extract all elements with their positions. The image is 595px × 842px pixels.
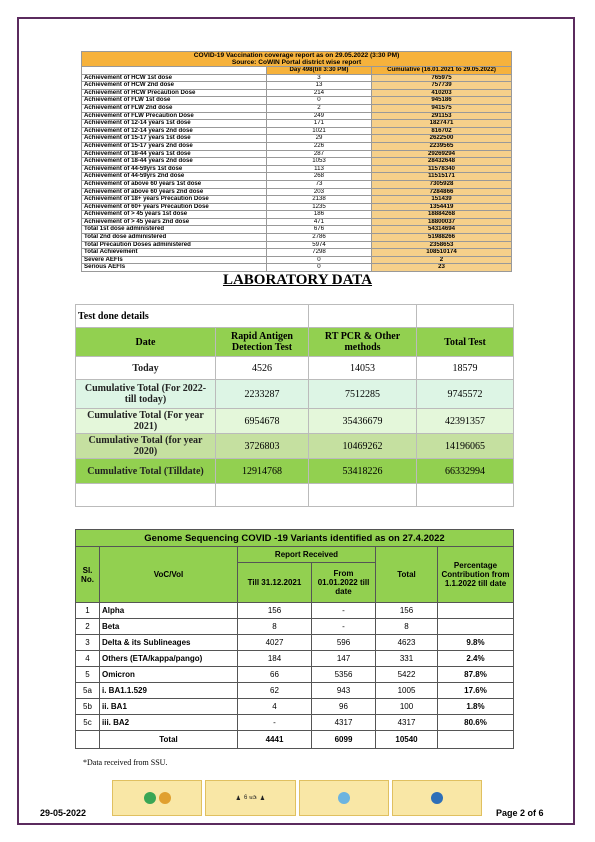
vaccination-table [81, 51, 512, 272]
genome-cell-name: i. BA1.1.529 [100, 683, 238, 699]
genome-total-till: 4441 [238, 731, 312, 749]
mask-icon [144, 792, 156, 804]
vax-cell-day: 203 [267, 188, 372, 196]
genome-cell-name: iii. BA2 [100, 715, 238, 731]
person-icon [159, 792, 171, 804]
footer-date: 29-05-2022 [40, 808, 87, 818]
lab-cell: 18579 [417, 357, 514, 380]
vax-cell-cum: 151439 [372, 196, 512, 204]
genome-row [76, 667, 514, 683]
lab-cell: 35436679 [309, 409, 417, 434]
vax-cell-label: Total Achievement [82, 249, 267, 257]
vax-cell-day: 1053 [267, 158, 372, 166]
genome-cell-till: 156 [238, 603, 312, 619]
genome-cell-from: 596 [312, 635, 376, 651]
genome-header-sl: Sl. No. [76, 547, 100, 603]
lab-header-date: Date [76, 328, 216, 357]
vax-cell-label: Achievement of 44-59yrs 1st dose [82, 165, 267, 173]
vax-cell-cum: 765975 [372, 74, 512, 82]
vax-cell-cum: 2622500 [372, 135, 512, 143]
genome-cell-sl: 5b [76, 699, 100, 715]
genome-cell-name: Others (ETA/kappa/pango) [100, 651, 238, 667]
genome-header-voc: VoC/VoI [100, 547, 238, 603]
genome-cell-total: 156 [376, 603, 438, 619]
banner-panel-vaccine [392, 780, 482, 816]
lab-cell: 66332994 [417, 459, 514, 484]
genome-row [76, 603, 514, 619]
vax-cell-label: Achievement of 15-17 years 1st dose [82, 135, 267, 143]
vax-row [82, 173, 512, 181]
vax-cell-label: Achievement of above 60 years 2nd dose [82, 188, 267, 196]
vax-cell-label: Achievement of FLW Precaution Dose [82, 112, 267, 120]
awareness-banner [112, 780, 482, 816]
vax-cell-label: Achievement of > 45 years 2nd dose [82, 218, 267, 226]
vax-cell-cum: 108510174 [372, 249, 512, 257]
vax-cell-day: 5974 [267, 241, 372, 249]
vax-cell-day: 113 [267, 165, 372, 173]
vax-cell-day: 2786 [267, 234, 372, 242]
vax-cell-cum: 18800037 [372, 218, 512, 226]
genome-total-total: 10540 [376, 731, 438, 749]
lab-cell: 4526 [216, 357, 309, 380]
genome-cell-pct: 9.8% [438, 635, 514, 651]
vax-cell-cum: 29269294 [372, 150, 512, 158]
genome-cell-till: 62 [238, 683, 312, 699]
vax-row [82, 120, 512, 128]
vax-cell-day: 2138 [267, 196, 372, 204]
genome-row [76, 699, 514, 715]
vax-cell-day: 2 [267, 104, 372, 112]
lab-cell: 53418226 [309, 459, 417, 484]
genome-cell-total: 331 [376, 651, 438, 667]
genome-cell-sl: 1 [76, 603, 100, 619]
lab-row-label: Cumulative Total (For 2022- till today) [76, 380, 216, 409]
vax-row [82, 112, 512, 120]
genome-cell-sl: 5c [76, 715, 100, 731]
vax-cell-day: 73 [267, 180, 372, 188]
genome-header-till: Till 31.12.2021 [238, 563, 312, 603]
genome-cell-from: - [312, 619, 376, 635]
lab-heading: LABORATORY DATA [222, 272, 373, 288]
vax-cell-cum: 291153 [372, 112, 512, 120]
genome-cell-from: 4317 [312, 715, 376, 731]
vax-row [82, 97, 512, 105]
genome-cell-pct: 1.8% [438, 699, 514, 715]
vax-cell-label: Total 2nd dose administered [82, 234, 267, 242]
vax-row [82, 74, 512, 82]
vax-cell-cum: 28432648 [372, 158, 512, 166]
genome-cell-till: 4 [238, 699, 312, 715]
vax-row [82, 256, 512, 264]
vax-cell-label: Achievement of FLW 2nd dose [82, 104, 267, 112]
lab-cell: 12914768 [216, 459, 309, 484]
genome-cell-name: Alpha [100, 603, 238, 619]
distance-label: 6 ಅಡಿ [244, 794, 257, 801]
vax-cell-day: 471 [267, 218, 372, 226]
genome-cell-pct [438, 603, 514, 619]
vax-cell-day: 1021 [267, 127, 372, 135]
lab-cell: 14196065 [417, 434, 514, 459]
vax-row [82, 226, 512, 234]
lab-cell: 6954678 [216, 409, 309, 434]
genome-cell-pct: 2.4% [438, 651, 514, 667]
lab-row-label: Cumulative Total (For year 2021) [76, 409, 216, 434]
genome-header-from: From 01.01.2022 till date [312, 563, 376, 603]
genome-cell-sl: 5 [76, 667, 100, 683]
genome-cell-total: 4317 [376, 715, 438, 731]
vax-cell-cum: 7284866 [372, 188, 512, 196]
vax-cell-label: Achievement of HCW 1st dose [82, 74, 267, 82]
vax-row [82, 241, 512, 249]
vaccination-title: COVID-19 Vaccination coverage report as on 29.05.2022 (3:30 PM) [193, 52, 400, 59]
lab-cell: 10469262 [309, 434, 417, 459]
vax-cell-cum: 1354419 [372, 203, 512, 211]
vax-row [82, 127, 512, 135]
vax-cell-label: Achievement of 44-59yrs 2nd dose [82, 173, 267, 181]
genome-cell-from: 943 [312, 683, 376, 699]
vax-row [82, 211, 512, 219]
vax-cell-cum: 18884268 [372, 211, 512, 219]
genome-cell-pct: 80.6% [438, 715, 514, 731]
vax-row [82, 180, 512, 188]
vax-row [82, 234, 512, 242]
genome-title: Genome Sequencing COVID -19 Variants identified as on 27.4.2022 [76, 530, 514, 547]
vax-row [82, 218, 512, 226]
vax-row [82, 249, 512, 257]
genome-cell-total: 4623 [376, 635, 438, 651]
vax-cell-day: 0 [267, 97, 372, 105]
genome-cell-from: 147 [312, 651, 376, 667]
genome-table [75, 529, 514, 749]
footnote: *Data received from SSU. [83, 758, 168, 767]
vax-cell-label: Achievement of 18-44 years 2nd dose [82, 158, 267, 166]
genome-cell-pct [438, 619, 514, 635]
vax-cell-cum: 945186 [372, 97, 512, 105]
vax-cell-label: Achievement of 12-14 years 2nd dose [82, 127, 267, 135]
lab-header-rtpcr: RT PCR & Other methods [309, 328, 417, 357]
vax-cell-day: 3 [267, 74, 372, 82]
vax-row [82, 196, 512, 204]
genome-cell-total: 8 [376, 619, 438, 635]
vax-row [82, 188, 512, 196]
vax-cell-label: Achievement of HCW Precaution Dose [82, 89, 267, 97]
person-icon: ♟ [235, 795, 241, 802]
vax-cell-day: 0 [267, 256, 372, 264]
vax-row [82, 104, 512, 112]
vax-cell-cum: 2 [372, 256, 512, 264]
genome-cell-from: 96 [312, 699, 376, 715]
vax-cell-cum: 1827471 [372, 120, 512, 128]
vax-cell-day: 7298 [267, 249, 372, 257]
genome-cell-name: ii. BA1 [100, 699, 238, 715]
genome-row [76, 651, 514, 667]
genome-cell-sl: 4 [76, 651, 100, 667]
vax-cell-label: Total Precaution Doses administered [82, 241, 267, 249]
lab-cell: 7512285 [309, 380, 417, 409]
vax-cell-cum: 51988266 [372, 234, 512, 242]
vaccine-icon [431, 792, 443, 804]
vax-cell-cum: 54314694 [372, 226, 512, 234]
genome-cell-till: 184 [238, 651, 312, 667]
lab-table [75, 304, 514, 507]
vax-cell-cum: 7305928 [372, 180, 512, 188]
genome-row [76, 635, 514, 651]
vax-cell-label: Achievement of 18+ years Precaution Dose [82, 196, 267, 204]
lab-header-rat: Rapid Antigen Detection Test [216, 328, 309, 357]
vaccination-source: Source: CoWIN Portal district wise report [231, 59, 362, 66]
vax-cell-day: 268 [267, 173, 372, 181]
vax-col-day: Day 498(till 3:30 PM) [267, 67, 372, 75]
genome-row [76, 715, 514, 731]
banner-panel-handwash [299, 780, 389, 816]
genome-cell-sl: 5a [76, 683, 100, 699]
vax-cell-day: 1235 [267, 203, 372, 211]
lab-header-total: Total Test [417, 328, 514, 357]
genome-header-report: Report Received [238, 547, 376, 563]
genome-cell-pct: 17.6% [438, 683, 514, 699]
vax-cell-day: 676 [267, 226, 372, 234]
genome-cell-pct: 87.8% [438, 667, 514, 683]
genome-cell-till: 8 [238, 619, 312, 635]
banner-panel-distance [205, 780, 295, 816]
genome-cell-total: 1005 [376, 683, 438, 699]
vax-cell-day: 249 [267, 112, 372, 120]
genome-cell-from: 5356 [312, 667, 376, 683]
vax-cell-label: Achievement of FLW 1st dose [82, 97, 267, 105]
vax-cell-cum: 2358653 [372, 241, 512, 249]
genome-total-from: 6099 [312, 731, 376, 749]
lab-row-label: Cumulative Total (Tilldate) [76, 459, 216, 484]
vax-col-cumulative: Cumulative (16.01.2021 to 29.05.2022) [372, 67, 512, 75]
lab-cell: 3726803 [216, 434, 309, 459]
genome-cell-total: 100 [376, 699, 438, 715]
vax-cell-day: 287 [267, 150, 372, 158]
vax-cell-day: 214 [267, 89, 372, 97]
genome-header-pct: Percentage Contribution from 1.1.2022 till date [438, 547, 514, 603]
vax-row [82, 150, 512, 158]
vax-row [82, 165, 512, 173]
genome-cell-till: 4027 [238, 635, 312, 651]
vax-cell-cum: 11515171 [372, 173, 512, 181]
vax-cell-day: 186 [267, 211, 372, 219]
person-icon: ♟ [259, 795, 266, 802]
genome-cell-name: Beta [100, 619, 238, 635]
vax-cell-cum: 23 [372, 264, 512, 272]
vax-cell-day: 13 [267, 82, 372, 90]
lab-cell: 42391357 [417, 409, 514, 434]
vax-cell-label: Achievement of 60+ years Precaution Dose [82, 203, 267, 211]
genome-cell-till: 66 [238, 667, 312, 683]
vax-cell-day: 226 [267, 142, 372, 150]
genome-row [76, 683, 514, 699]
vax-cell-day: 29 [267, 135, 372, 143]
vax-row [82, 89, 512, 97]
vax-cell-cum: 2239565 [372, 142, 512, 150]
vax-cell-label: Severe AEFIs [82, 256, 267, 264]
vax-cell-cum: 11578340 [372, 165, 512, 173]
vax-cell-day: 0 [267, 264, 372, 272]
vax-row [82, 142, 512, 150]
banner-panel-mask [112, 780, 202, 816]
lab-cell: 9745572 [417, 380, 514, 409]
vax-cell-cum: 816702 [372, 127, 512, 135]
vax-cell-label: Achievement of HCW 2nd dose [82, 82, 267, 90]
vax-cell-label: Achievement of 12-14 years 1st dose [82, 120, 267, 128]
genome-header-total: Total [376, 547, 438, 603]
genome-total-label: Total [100, 731, 238, 749]
vax-row [82, 158, 512, 166]
genome-cell-sl: 2 [76, 619, 100, 635]
genome-cell-sl: 3 [76, 635, 100, 651]
vax-cell-label: Achievement of 15-17 years 2nd dose [82, 142, 267, 150]
genome-cell-total: 5422 [376, 667, 438, 683]
vax-cell-cum: 941575 [372, 104, 512, 112]
handwash-icon [338, 792, 350, 804]
vax-cell-cum: 410203 [372, 89, 512, 97]
genome-cell-till: - [238, 715, 312, 731]
vax-row [82, 135, 512, 143]
vax-cell-cum: 757739 [372, 82, 512, 90]
vax-cell-label: Achievement of > 45 years 1st dose [82, 211, 267, 219]
vax-cell-day: 171 [267, 120, 372, 128]
lab-caption: Test done details [76, 305, 309, 328]
lab-row-label: Cumulative Total (for year 2020) [76, 434, 216, 459]
genome-cell-name: Delta & its Sublineages [100, 635, 238, 651]
genome-cell-name: Omicron [100, 667, 238, 683]
lab-cell: 2233287 [216, 380, 309, 409]
vax-cell-label: Achievement of above 60 years 1st dose [82, 180, 267, 188]
vax-row [82, 82, 512, 90]
vax-cell-label: Serious AEFIs [82, 264, 267, 272]
vax-cell-label: Total 1st dose administered [82, 226, 267, 234]
vax-row [82, 203, 512, 211]
vax-row [82, 264, 512, 272]
genome-cell-from: - [312, 603, 376, 619]
lab-cell: 14053 [309, 357, 417, 380]
genome-row [76, 619, 514, 635]
vax-cell-label: Achievement of 18-44 years 1st dose [82, 150, 267, 158]
footer-page-number: Page 2 of 6 [496, 808, 544, 818]
lab-row-label: Today [76, 357, 216, 380]
